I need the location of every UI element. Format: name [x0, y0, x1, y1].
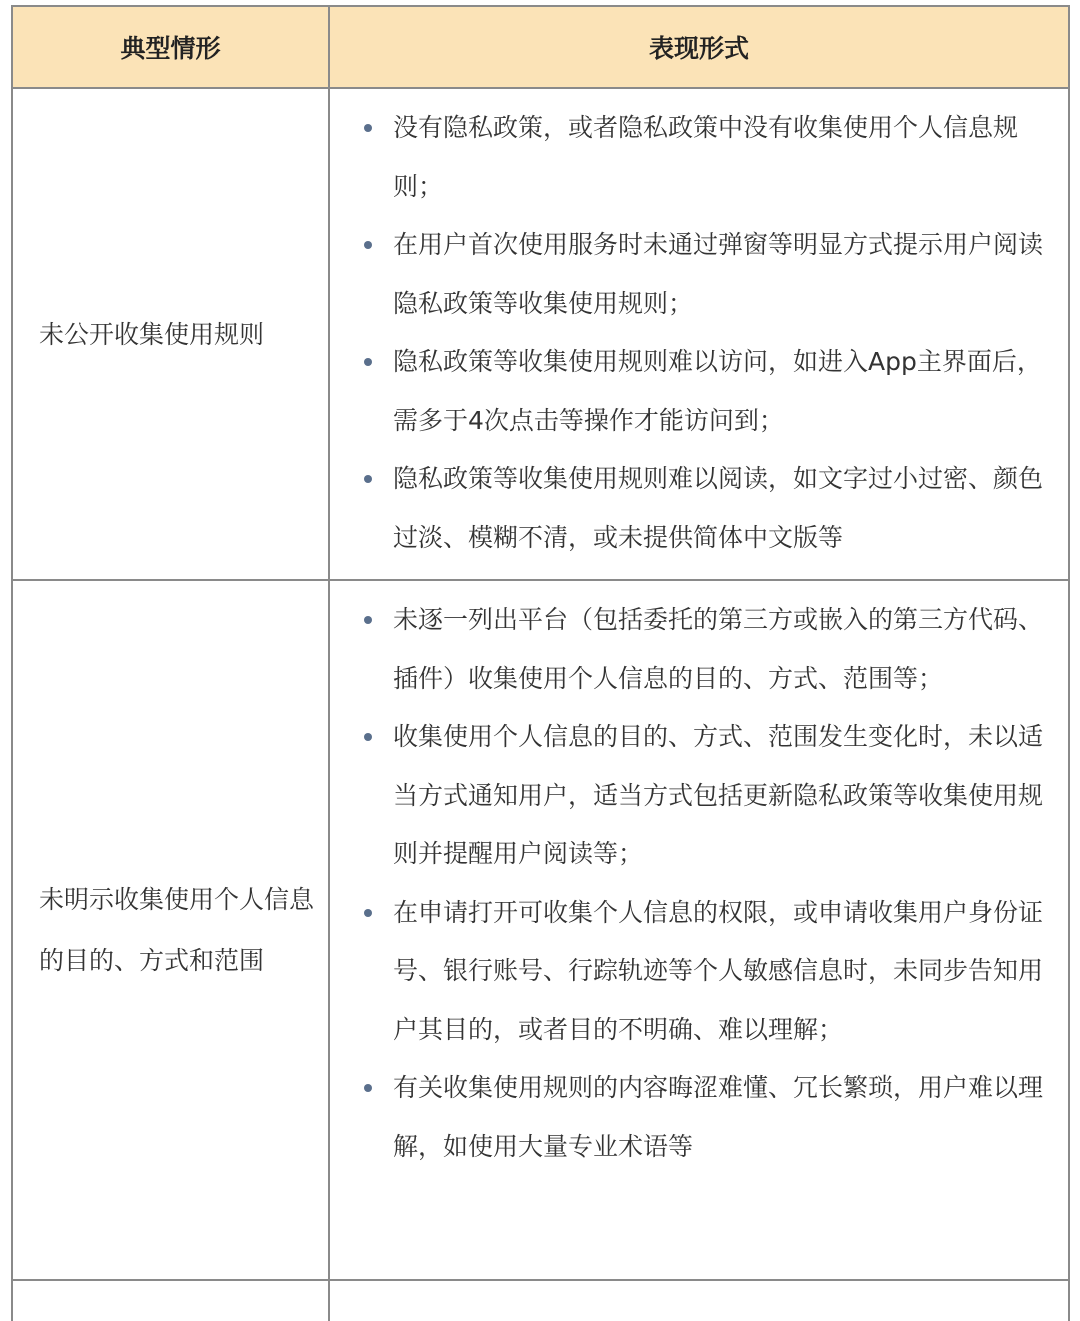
list-item — [364, 591, 1054, 708]
case-cell-empty — [13, 1281, 330, 1321]
violations-table — [11, 5, 1070, 1321]
table-row-partial — [13, 1281, 1068, 1321]
bullet-icon — [364, 616, 372, 624]
header-typical-case: 典型情形 — [13, 7, 330, 87]
list-item — [364, 99, 1054, 216]
table-row — [13, 581, 1068, 1281]
bullet-icon — [364, 733, 372, 741]
list-item — [364, 450, 1054, 567]
list-item-text: 没有隐私政策，或者隐私政策中没有收集使用个人信息规则； — [393, 113, 1019, 201]
case-cell: 未明示收集使用个人信息的目的、方式和范围 — [13, 581, 330, 1279]
list-item-text: 有关收集使用规则的内容晦涩难懂、冗长繁琐，用户难以理解，如使用大量专业术语等 — [393, 1073, 1044, 1161]
bullet-icon — [364, 475, 372, 483]
bullet-icon — [364, 909, 372, 917]
bullet-icon — [364, 241, 372, 249]
bullet-icon — [364, 1084, 372, 1092]
table-header-row — [13, 7, 1068, 89]
bullet-icon — [364, 358, 372, 366]
manifestation-cell — [330, 581, 1068, 1279]
manifestation-list — [364, 591, 1054, 1176]
list-item — [364, 333, 1054, 450]
list-item — [364, 216, 1054, 333]
list-item — [364, 1059, 1054, 1176]
manifestation-cell-empty — [330, 1281, 1068, 1321]
manifestation-cell — [330, 89, 1068, 579]
manifestation-list — [364, 99, 1054, 567]
list-item-text: 在申请打开可收集个人信息的权限，或申请收集用户身份证号、银行账号、行踪轨迹等个人敏感信息时，未同步告知用户其目的，或者目的不明确、难以理解； — [393, 897, 1044, 1044]
list-item-text: 未逐一列出平台（包括委托的第三方或嵌入的第三方代码、插件）收集使用个人信息的目的、方式、范围等； — [393, 605, 1044, 693]
list-item-text: 隐私政策等收集使用规则难以阅读，如文字过小过密、颜色过淡、模糊不清，或未提供简体中文版等 — [393, 464, 1044, 552]
case-cell: 未公开收集使用规则 — [13, 89, 330, 579]
list-item-text: 隐私政策等收集使用规则难以访问，如进入App主界面后，需多于4次点击等操作才能访问到； — [393, 347, 1042, 435]
bullet-icon — [364, 124, 372, 132]
header-manifestation: 表现形式 — [648, 34, 749, 63]
list-item-text: 收集使用个人信息的目的、方式、范围发生变化时，未以适当方式通知用户，适当方式包括更新隐私政策等收集使用规则并提醒用户阅读等； — [393, 722, 1044, 868]
list-item-text: 在用户首次使用服务时未通过弹窗等明显方式提示用户阅读隐私政策等收集使用规则； — [393, 230, 1044, 318]
list-item — [364, 884, 1054, 1060]
table-row — [13, 89, 1068, 581]
list-item — [364, 708, 1054, 884]
